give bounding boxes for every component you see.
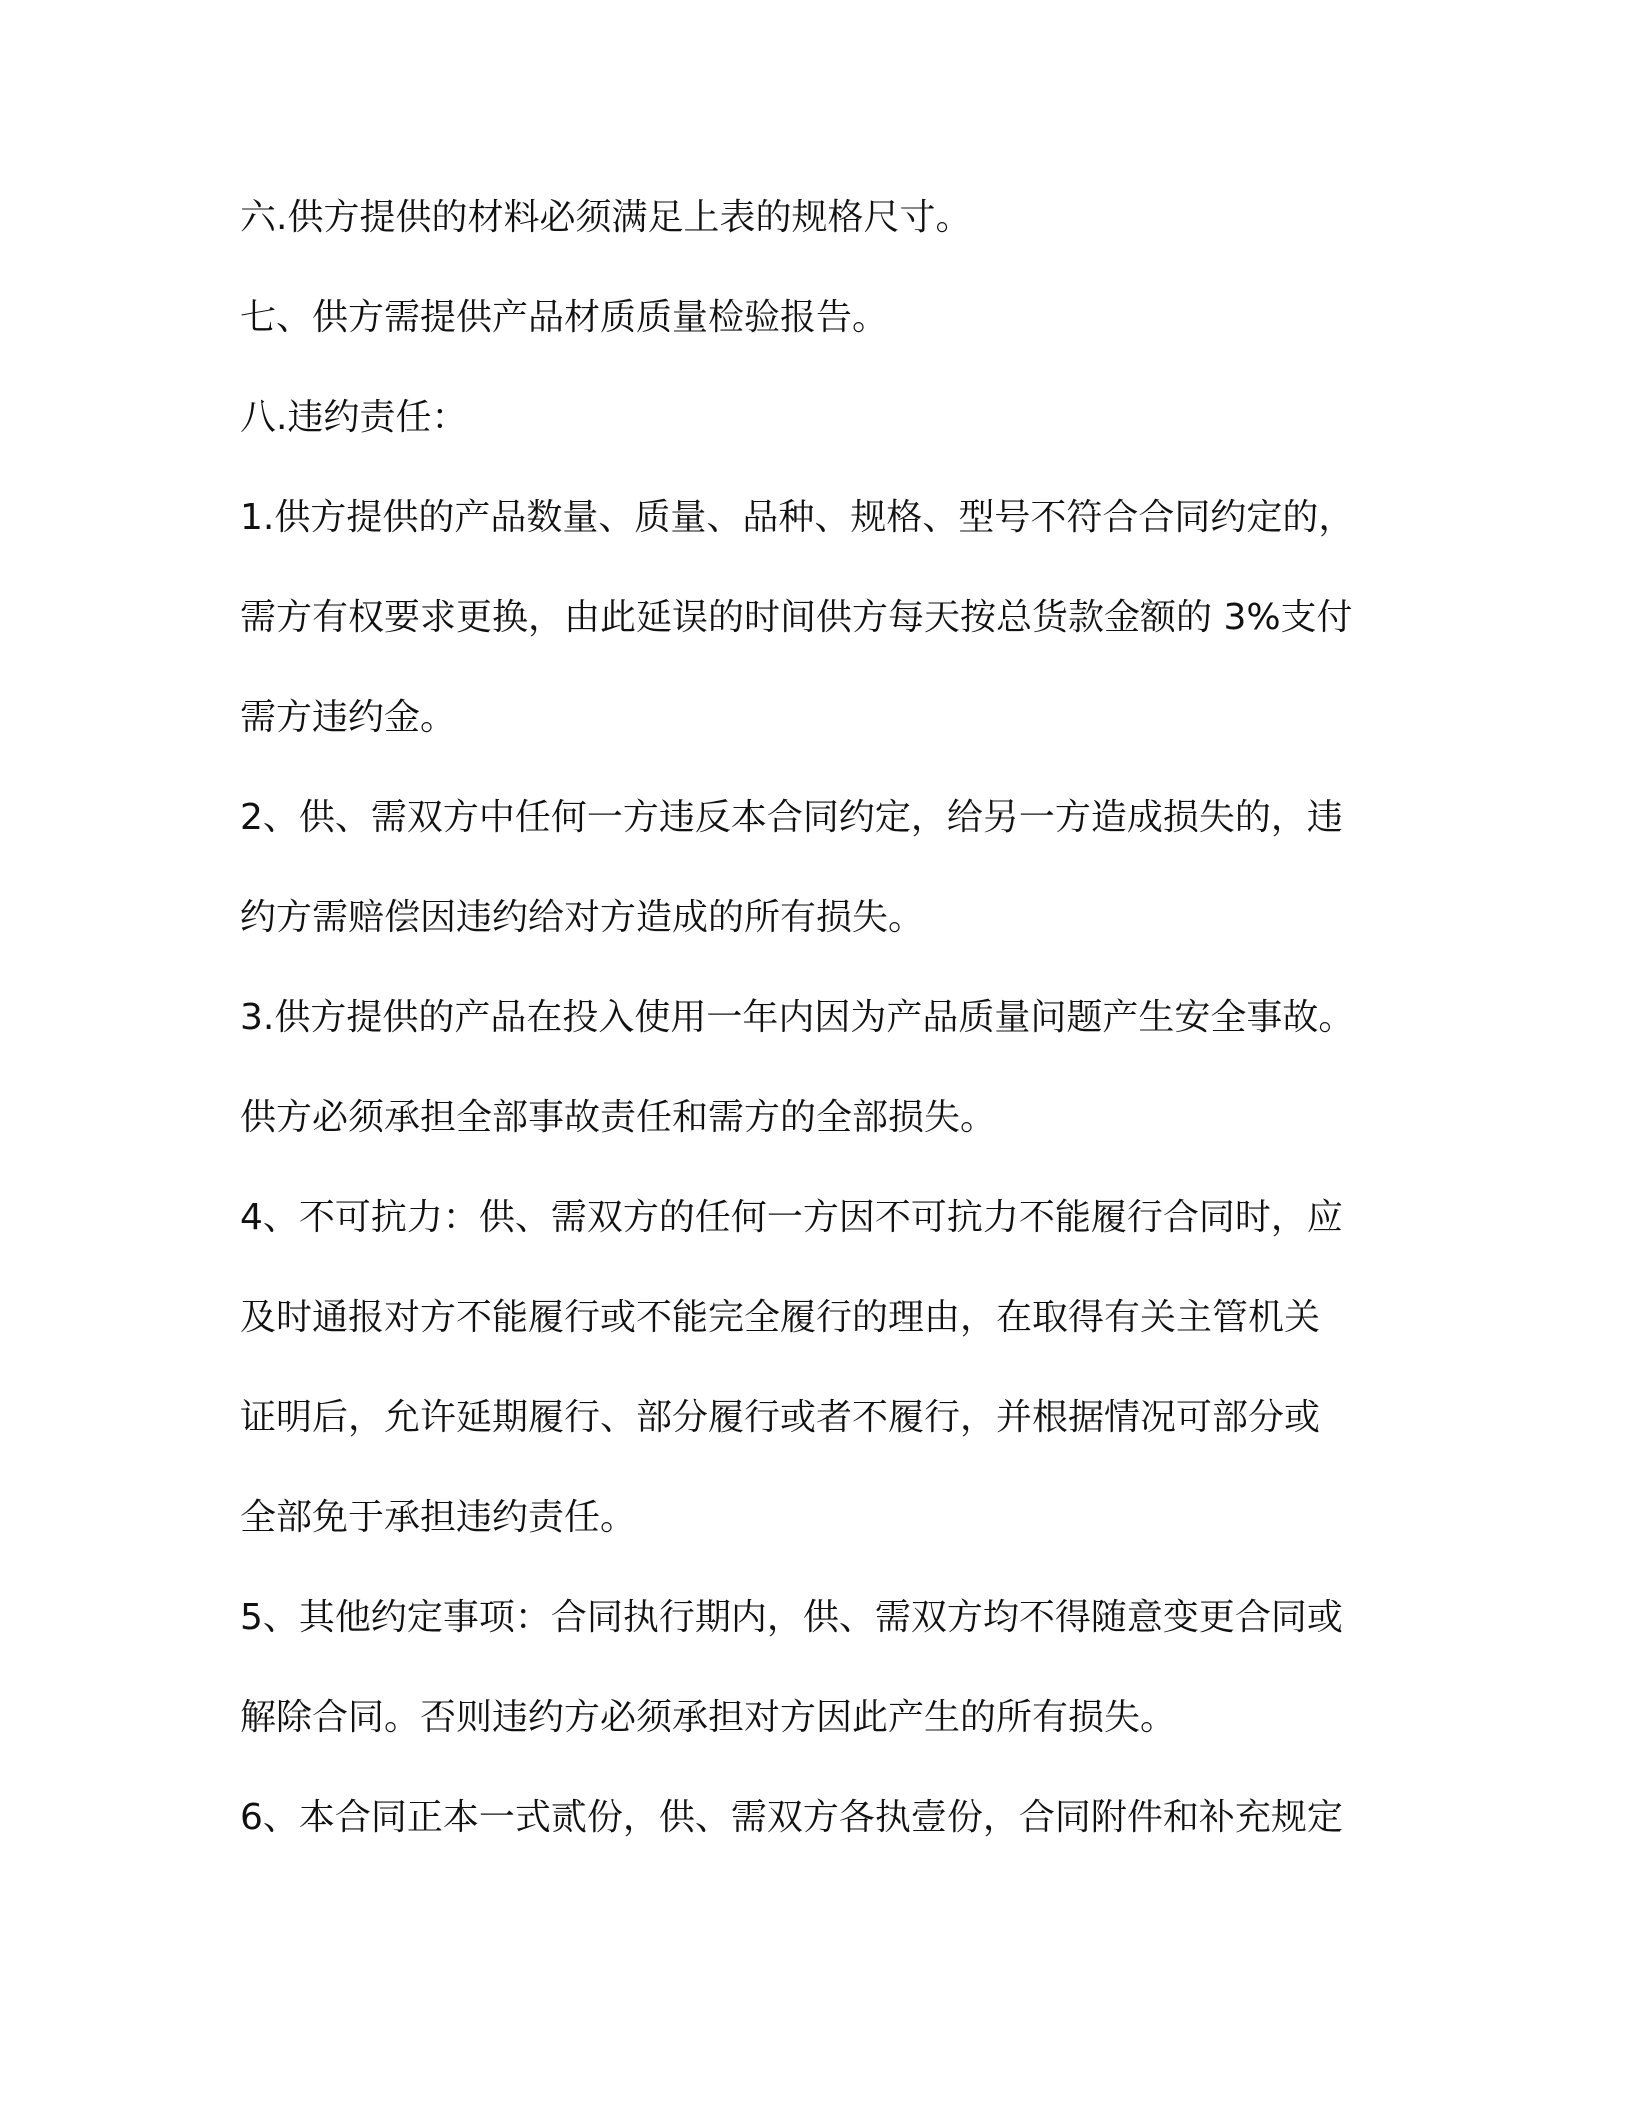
clause-8-4-line-3: 证明后，允许延期履行、部分履行或者不履行，并根据情况可部分或 [240, 1397, 1321, 1438]
clause-8-6-line-1: 6、本合同正本一式贰份，供、需双方各执壹份，合同附件和补充规定 [240, 1797, 1343, 1838]
clause-6-material-spec: 六.供方提供的材料必须满足上表的规格尺寸。 [240, 197, 972, 238]
clause-8-4-line-4: 全部免于承担违约责任。 [240, 1497, 637, 1538]
clause-8-2-line-1: 2、供、需双方中任何一方违反本合同约定，给另一方造成损失的，违 [240, 797, 1343, 838]
clause-8-3-line-2: 供方必须承担全部事故责任和需方的全部损失。 [240, 1097, 997, 1138]
clause-8-heading: 八.违约责任： [240, 397, 468, 438]
clause-8-5-line-1: 5、其他约定事项：合同执行期内，供、需双方均不得随意变更合同或 [240, 1597, 1343, 1638]
clause-8-1-line-3: 需方违约金。 [240, 697, 457, 738]
clause-7-quality-report: 七、供方需提供产品材质质量检验报告。 [240, 297, 889, 338]
clause-8-4-line-1: 4、不可抗力：供、需双方的任何一方因不可抗力不能履行合同时，应 [240, 1197, 1343, 1238]
clause-8-4-line-2: 及时通报对方不能履行或不能完全履行的理由，在取得有关主管机关 [240, 1297, 1321, 1338]
clause-8-1-line-1: 1.供方提供的产品数量、质量、品种、规格、型号不符合合同约定的， [240, 497, 1355, 538]
clause-8-2-line-2: 约方需赔偿因违约给对方造成的所有损失。 [240, 897, 925, 938]
clause-8-3-line-1: 3.供方提供的产品在投入使用一年内因为产品质量问题产生安全事故。 [240, 997, 1355, 1038]
clause-8-1-line-2: 需方有权要求更换，由此延误的时间供方每天按总货款金额的 3%支付 [240, 597, 1353, 638]
clause-8-5-line-2: 解除合同。否则违约方必须承担对方因此产生的所有损失。 [240, 1697, 1177, 1738]
